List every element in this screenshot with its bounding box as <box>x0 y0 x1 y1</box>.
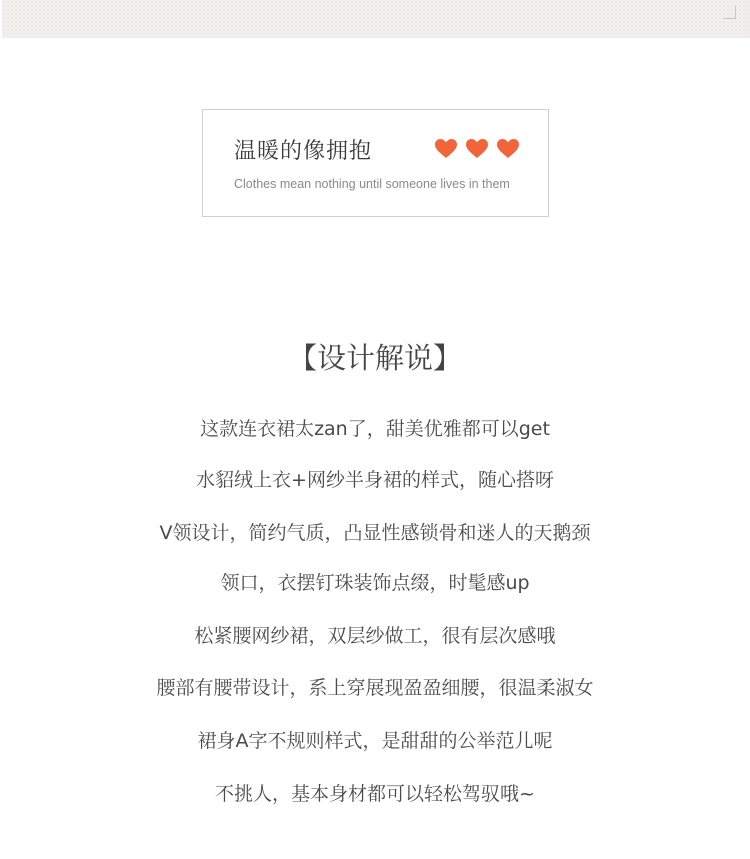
description-line: 裙身A字不规则样式，是甜甜的公举范儿呢 <box>197 730 553 752</box>
card-subtitle: Clothes mean nothing until someone lives in them <box>234 177 510 191</box>
description-line: 腰部有腰带设计，系上穿展现盈盈细腰，很温柔淑女 <box>156 677 594 699</box>
heart-icon <box>497 139 519 159</box>
description-line: 这款连衣裙太zan了，甜美优雅都可以get <box>200 418 550 440</box>
description-line: 不挑人，基本身材都可以轻松驾驭哦~ <box>215 783 535 805</box>
description-line: 松紧腰网纱裙，双层纱做工，很有层次感哦 <box>194 625 556 647</box>
title-card <box>202 109 549 217</box>
hearts-group <box>435 139 525 159</box>
card-title: 温暖的像拥抱 <box>234 139 373 164</box>
top-decor-band <box>2 0 750 38</box>
section-title: 【设计解说】 <box>287 341 462 375</box>
heart-icon <box>466 139 488 159</box>
description-line: 水貂绒上衣+网纱半身裙的样式，随心搭呀 <box>196 469 554 491</box>
description-line: 领口，衣摆钉珠装饰点缀，时髦感up <box>220 572 530 594</box>
heart-icon <box>435 139 457 159</box>
corner-mark-icon <box>723 6 736 19</box>
description-line: V领设计，简约气质，凸显性感锁骨和迷人的天鹅颈 <box>159 522 591 544</box>
